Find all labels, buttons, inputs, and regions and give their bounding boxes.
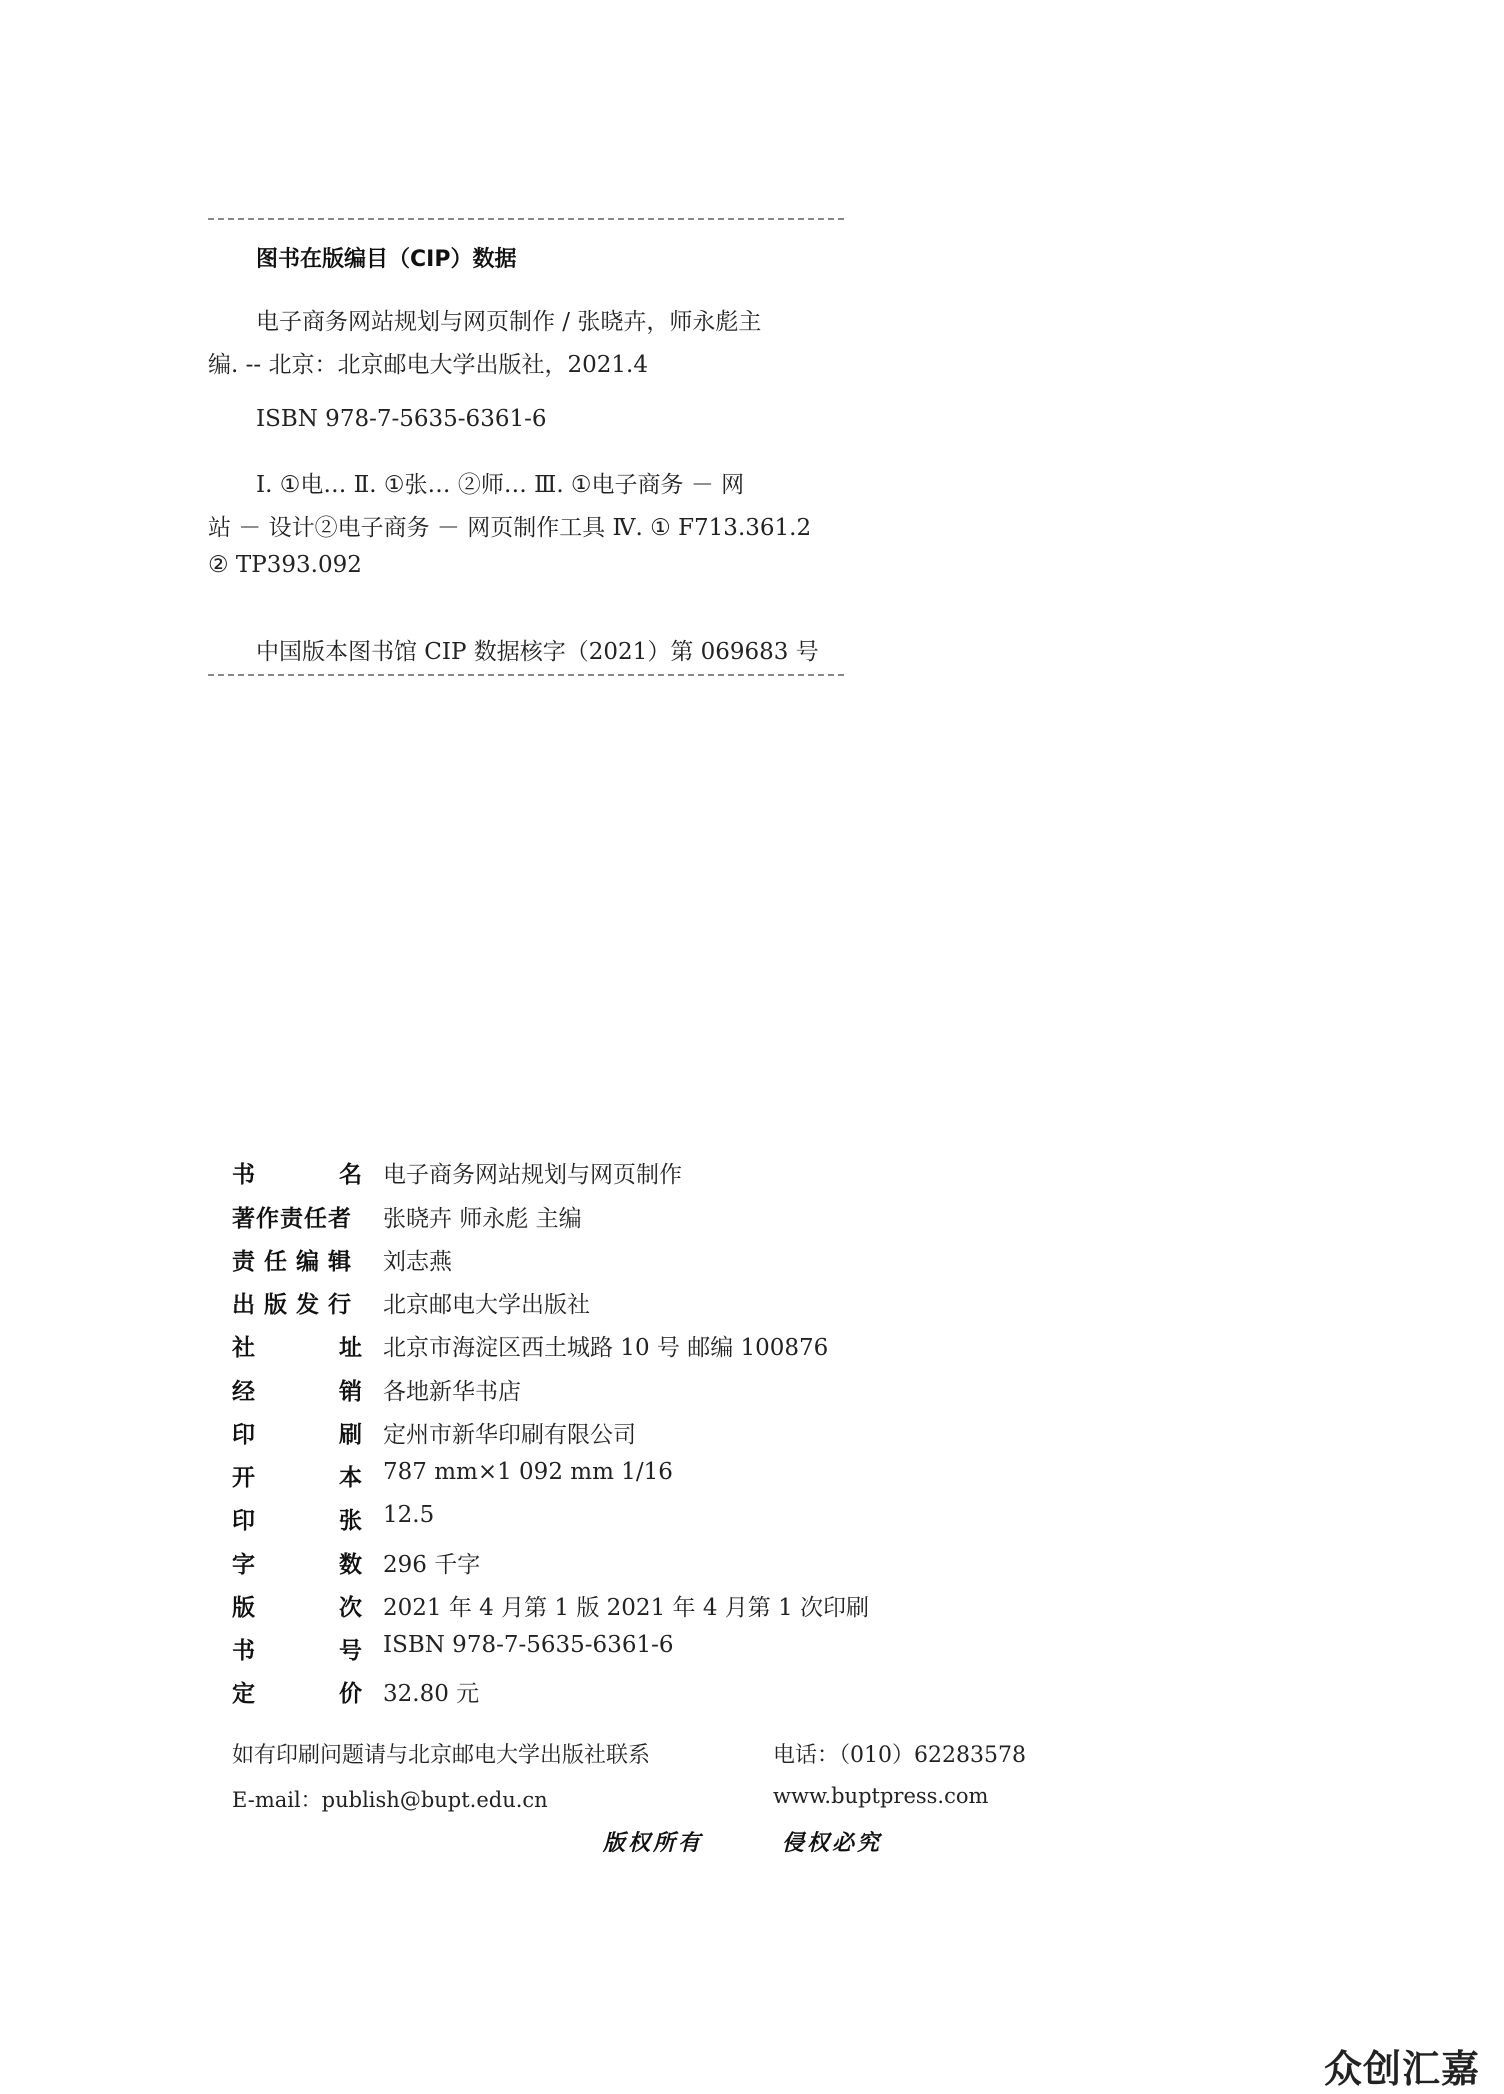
cip-classification-line2: 站 － 设计②电子商务 － 网页制作工具 Ⅳ. ① F713.361.2 xyxy=(208,515,812,541)
watermark-logo: 众创汇嘉 xyxy=(1324,2047,1481,2091)
cip-book-line1: 电子商务网站规划与网页制作 / 张晓卉，师永彪主 xyxy=(256,309,762,335)
colophon-label-wordcount: 字 数 xyxy=(232,1552,362,1578)
colophon-label-author: 著作责任者 xyxy=(232,1206,352,1232)
cip-isbn: ISBN 978-7-5635-6361-6 xyxy=(256,406,547,432)
colophon-label-sheets: 印 张 xyxy=(232,1508,362,1534)
colophon-label-isbn: 书 号 xyxy=(232,1638,362,1664)
colophon-label-editor: 责任编辑 xyxy=(232,1249,360,1275)
colophon-value-publisher: 北京邮电大学出版社 xyxy=(383,1292,590,1318)
colophon-value-price: 32.80 元 xyxy=(383,1681,480,1707)
cip-book-line2: 编. -- 北京：北京邮电大学出版社，2021.4 xyxy=(208,352,648,378)
cip-title: 图书在版编目（CIP）数据 xyxy=(256,247,517,272)
colophon-value-isbn: ISBN 978-7-5635-6361-6 xyxy=(383,1632,674,1658)
cip-top-divider xyxy=(208,218,844,220)
colophon-label-format: 开 本 xyxy=(232,1465,362,1491)
colophon-value-distributor: 各地新华书店 xyxy=(383,1379,521,1405)
colophon-value-author: 张晓卉 师永彪 主编 xyxy=(383,1206,582,1232)
print-issue-contact: 如有印刷问题请与北京邮电大学出版社联系 xyxy=(232,1743,651,1768)
colophon-value-sheets: 12.5 xyxy=(383,1502,435,1528)
copyright-notice: 版权所有 xyxy=(603,1830,704,1856)
colophon-label-address: 社 址 xyxy=(232,1335,362,1361)
cip-record-number: 中国版本图书馆 CIP 数据核字（2021）第 069683 号 xyxy=(256,639,819,665)
colophon-value-edition: 2021 年 4 月第 1 版 2021 年 4 月第 1 次印刷 xyxy=(383,1595,870,1621)
colophon-label-price: 定 价 xyxy=(232,1681,362,1707)
colophon-value-editor: 刘志燕 xyxy=(383,1249,452,1275)
colophon-label-edition: 版 次 xyxy=(232,1595,362,1621)
publisher-website: www.buptpress.com xyxy=(773,1784,989,1808)
colophon-label-distributor: 经 销 xyxy=(232,1379,362,1405)
colophon-value-wordcount: 296 千字 xyxy=(383,1552,481,1578)
cip-classification-line1: Ⅰ. ①电… Ⅱ. ①张… ②师… Ⅲ. ①电子商务 － 网 xyxy=(256,472,745,498)
colophon-value-address: 北京市海淀区西土城路 10 号 邮编 100876 xyxy=(383,1335,829,1361)
contact-email: E-mail：publish@bupt.edu.cn xyxy=(232,1788,548,1812)
colophon-value-printer: 定州市新华印刷有限公司 xyxy=(383,1422,636,1448)
contact-phone: 电话：（010）62283578 xyxy=(773,1743,1026,1768)
colophon-label-title: 书 名 xyxy=(232,1162,362,1188)
infringement-notice: 侵权必究 xyxy=(782,1830,883,1856)
colophon-label-publisher: 出版发行 xyxy=(232,1292,360,1318)
colophon-label-printer: 印 刷 xyxy=(232,1422,362,1448)
cip-bottom-divider xyxy=(208,674,844,676)
colophon-value-format: 787 mm×1 092 mm 1/16 xyxy=(383,1459,673,1485)
colophon-value-title: 电子商务网站规划与网页制作 xyxy=(383,1162,682,1188)
cip-classification-line3: ② TP393.092 xyxy=(208,552,362,578)
